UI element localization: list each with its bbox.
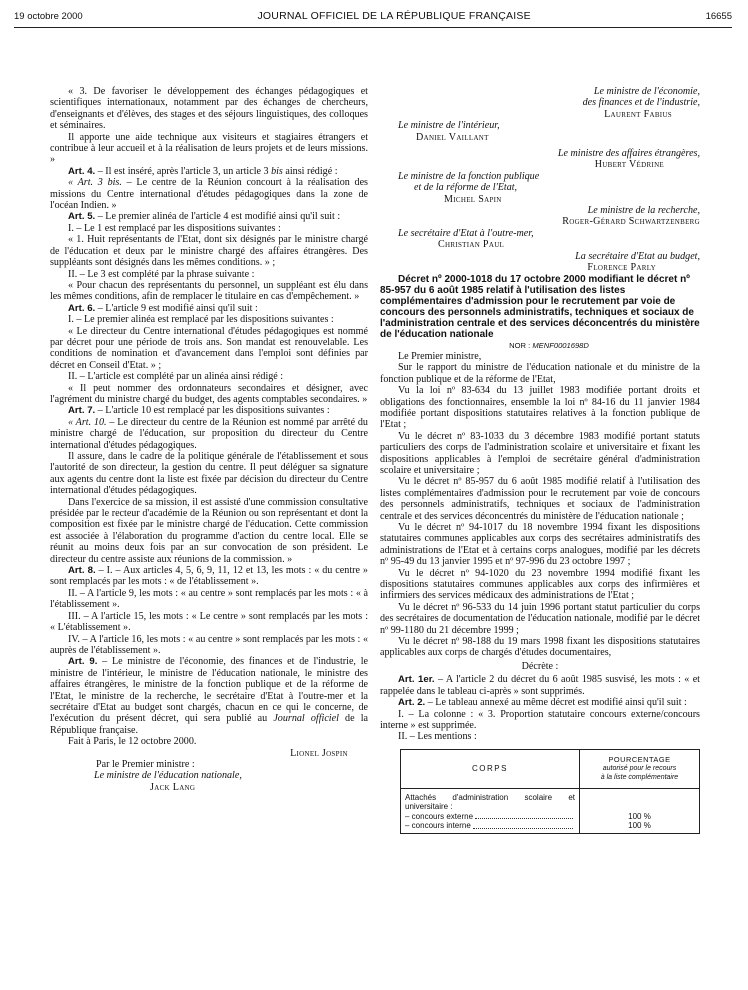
signature-name: Jack Lang <box>150 781 196 793</box>
paragraph: Le Premier ministre, <box>398 350 482 362</box>
signature-role: Le ministre des affaires étrangères, <box>557 148 700 160</box>
paragraph: Vu le décret nº 85-957 du 6 août 1985 modifié relatif à l'utilisation des listes complémentaires d'admission pour le recrutement par voie de concours des personnels administratifs, techniques et sociaux de l'administration centrale et des services déconcentrés du ministère de l'éducation nationale ; <box>380 476 700 522</box>
signature-role: Le ministre de la fonction publique <box>398 170 540 182</box>
article-4: Art. 4. – Il est inséré, après l'article 3, un article 3 bis ainsi rédigé : <box>68 165 338 177</box>
article-7: Art. 7. – L'article 10 est remplacé par les dispositions suivantes : <box>68 405 330 417</box>
paragraph: « 1. Huit représentants de l'Etat, dont six désignés par le ministre chargé de l'éducation et deux par le ministre chargé des affaires étrangères. Des suppléants sont désignés dans les mêmes conditions. » ; <box>50 234 368 269</box>
paragraph: IV. – A l'article 16, les mots : « au centre » sont remplacés par les mots : « auprès de l'établissement ». <box>50 633 368 656</box>
paragraph: Vu le décret nº 83-1033 du 3 décembre 1983 modifié portant statuts particuliers des corps de l'administration scolaire et universitaire et fixant les dispositions applicables à l'emploi de secrétaire général d'administration scolaire et universitaire ; <box>380 430 700 476</box>
paragraph: I. – Le 1 est remplacé par les dispositions suivantes : <box>68 222 281 234</box>
right-column <box>380 86 700 834</box>
signature-role: et de la réforme de l'Etat, <box>414 182 518 194</box>
decree-title: Décret nº 2000-1018 du 17 octobre 2000 modifiant le décret nº 85-957 du 6 août 1985 relatif à l'utilisation des listes complémentaires d'admission pour le recrutement par voie de concours des personnels administratifs, techniques et sociaux de l'administration centrale et des services déconcentrés du ministère de l'éducation nationale <box>380 273 700 340</box>
paragraph: Dans l'exercice de sa mission, il est assisté d'une commission consultative présidée par le recteur d'académie de la Réunion ou son représentant et dont la composition est fixée par le ministre chargé de l'éducation. Cette commission est associée à l'élaboration du programme d'action du centre local. Elle se réunit au moins deux fois par an sur convocation de son président. Le directeur du centre assiste aux réunions de la commission. » <box>50 496 368 565</box>
signature-name: Hubert Védrine <box>594 159 664 171</box>
signature-role: Le ministre de l'éducation nationale, <box>94 770 242 782</box>
article-2: Art. 2. – Le tableau annexé au même décret est modifié ainsi qu'il suit : <box>398 697 687 709</box>
paragraph: II. – Les mentions : <box>398 731 477 743</box>
signature-role: des finances et de l'industrie, <box>582 97 700 109</box>
article-3-bis: « Art. 3 bis. – Le centre de la Réunion concourt à la réalisation des missions du Centre international d'études pédagogiques dans la zone de l'océan Indien. » <box>50 177 368 212</box>
header-date: 19 octobre 2000 <box>14 10 83 22</box>
signature-name: Christian Paul <box>438 239 505 251</box>
signature-role: Le ministre de la recherche, <box>587 205 700 217</box>
article-10: « Art. 10. – Le directeur du centre de la Réunion est nommé par arrêté du ministre chargé de l'éducation, sur proposition du directeur du Centre international d'études pédagogiques. <box>50 416 368 451</box>
signature-role: Le secrétaire d'Etat à l'outre-mer, <box>398 227 534 239</box>
signature-name: Florence Parly <box>587 262 656 274</box>
header-rule <box>14 27 732 28</box>
signature-role: Le ministre de l'économie, <box>593 86 700 97</box>
table-header-corps: CORPS <box>401 749 580 788</box>
article-8: Art. 8. – I. – Aux articles 4, 5, 6, 9, 11, 12 et 13, les mots : « du centre » sont remplacés par les mots : « de l'établissement ». <box>50 565 368 588</box>
signature-by: Par le Premier ministre : <box>96 758 195 770</box>
done-at: Fait à Paris, le 12 octobre 2000. <box>68 736 197 748</box>
paragraph: II. – Le 3 est complété par la phrase suivante : <box>68 268 255 280</box>
paragraph: « Le directeur du Centre international d'études pédagogiques est nommé par décret pour une période de trois ans. Son mandat est renouvelable. Les conditions de nomination et d'avancement dans l'emploi sont définies par décret en Conseil d'Etat. » ; <box>50 325 368 371</box>
paragraph: II. – A l'article 9, les mots : « au centre » sont remplacés par les mots : « à l'établissement ». <box>50 587 368 611</box>
signature-name: Daniel Vaillant <box>416 131 489 143</box>
article-5: Art. 5. – Le premier alinéa de l'article 4 est modifié ainsi qu'il suit : <box>68 211 341 223</box>
table-cell-percentage: 100 % 100 % <box>580 788 700 833</box>
nor-reference: NOR : MENF0001698D <box>509 340 589 350</box>
page-number: 16655 <box>705 10 732 22</box>
table-header-percentage: POURCENTAGE autorisé pour le recours à la liste complémentaire <box>580 749 700 788</box>
signature-role: Le ministre de l'intérieur, <box>398 120 500 132</box>
paragraph: Vu le décret nº 96-533 du 14 juin 1996 portant statut particulier du corps des secrétaires de documentation de l'éducation nationale, modifié par le décret nº 99-1180 du 21 décembre 1999 ; <box>380 601 700 636</box>
article-1: Art. 1er. – A l'article 2 du décret du 6 août 1985 susvisé, les mots : « et rappelée dans le tableau ci-après » sont supprimés. <box>380 674 700 697</box>
paragraph: Il apporte une aide technique aux visiteurs et stagiaires étrangers et contribue à leur accueil et à la réalisation de leurs projets et de leurs missions. » <box>50 131 368 166</box>
article-6: Art. 6. – L'article 9 est modifié ainsi qu'il suit : <box>68 302 258 314</box>
paragraph: « 3. De favoriser le développement des échanges pédagogiques et scientifiques internationaux, notamment par des échanges de chercheurs, d'enseignants et d'élèves, des stages et des séjours linguistiques, des colloques et séminaires. <box>50 86 368 132</box>
table-cell-corps: Attachés d'administration scolaire et universitaire : – concours externe – concours interne <box>401 788 580 833</box>
table-row <box>401 788 700 833</box>
paragraph: III. – A l'article 15, les mots : « Le centre » sont remplacés par les mots : « L'établissement ». <box>50 610 368 634</box>
paragraph: Vu la loi nº 83-634 du 13 juillet 1983 modifiée portant droits et obligations des fonctionnaires, ensemble la loi nº 84-16 du 11 janvier 1984 modifiée portant dispositions statutaires relatives à la fonction publique de l'Etat ; <box>380 385 700 431</box>
signature-name: Laurent Fabius <box>604 108 672 120</box>
signature-pm: Lionel Jospin <box>290 747 348 759</box>
left-column <box>50 86 368 793</box>
paragraph: « Pour chacun des représentants du personnel, un suppléant est élu dans les mêmes conditions, afin de remplacer le titulaire en cas d'empêchement. » <box>50 279 368 303</box>
decrete: Décrète : <box>521 660 559 672</box>
corps-table <box>400 749 700 834</box>
paragraph: Il assure, dans le cadre de la politique générale de l'établissement et sous l'autorité de son directeur, la gestion du centre. Il peut déléguer sa signature aux agents du centre dont la liste est fixée par décision du directeur du Centre international d'études pédagogiques. <box>50 451 368 497</box>
paragraph: Vu le décret nº 94-1017 du 18 novembre 1994 fixant les dispositions statutaires communes applicables aux corps des secrétaires administratifs des administrations de l'Etat et à certains corps analogues, modifié par les décrets nº 95-49 du 13 janvier 1995 et nº 97-996 du 23 octobre 1997 ; <box>380 522 700 568</box>
signature-role: La secrétaire d'Etat au budget, <box>575 250 700 262</box>
paragraph: I. – La colonne : « 3. Proportion statutaire concours externe/concours interne » est supprimée. <box>380 708 700 731</box>
table-header-row <box>401 749 700 788</box>
signature-name: Michel Sapin <box>444 193 502 205</box>
signature-name: Roger-Gérard Schwartzenberg <box>562 216 700 228</box>
paragraph: Sur le rapport du ministre de l'éducation nationale et du ministre de la fonction publique et de la réforme de l'Etat, <box>380 362 700 385</box>
paragraph: « Il peut nommer des ordonnateurs secondaires et désigner, avec l'agrément du ministre chargé du budget, des agents comptables secondaires. » <box>50 382 368 405</box>
paragraph: Vu le décret nº 98-188 du 19 mars 1998 fixant les dispositions statutaires applicables aux corps de chargés d'études documentaires, <box>380 636 700 659</box>
article-9: Art. 9. – Le ministre de l'économie, des finances et de l'industrie, le ministre de l'intérieur, le ministre de l'éducation nationale, le ministre des affaires étrangères, le ministre de la fonction publique et de la réforme de l'Etat, le ministre de la recherche, le secrétaire d'Etat à l'outre-mer et la secrétaire d'Etat au budget sont chargés, chacun en ce qui le concerne, de l'exécution du présent décret, qui sera publié au Journal officiel de la République française. <box>50 656 369 736</box>
paragraph: II. – L'article est complété par un alinéa ainsi rédigé : <box>68 371 284 383</box>
paragraph: Vu le décret nº 94-1020 du 23 novembre 1994 modifié fixant les dispositions statutaires communes applicables aux corps des infirmières et infirmiers des services médicaux des administrations de l'Etat ; <box>380 567 700 602</box>
paragraph: I. – Le premier alinéa est remplacé par les dispositions suivantes : <box>68 314 334 326</box>
page-header <box>14 8 732 24</box>
journal-title: JOURNAL OFFICIEL DE LA RÉPUBLIQUE FRANÇAISE <box>257 10 531 22</box>
